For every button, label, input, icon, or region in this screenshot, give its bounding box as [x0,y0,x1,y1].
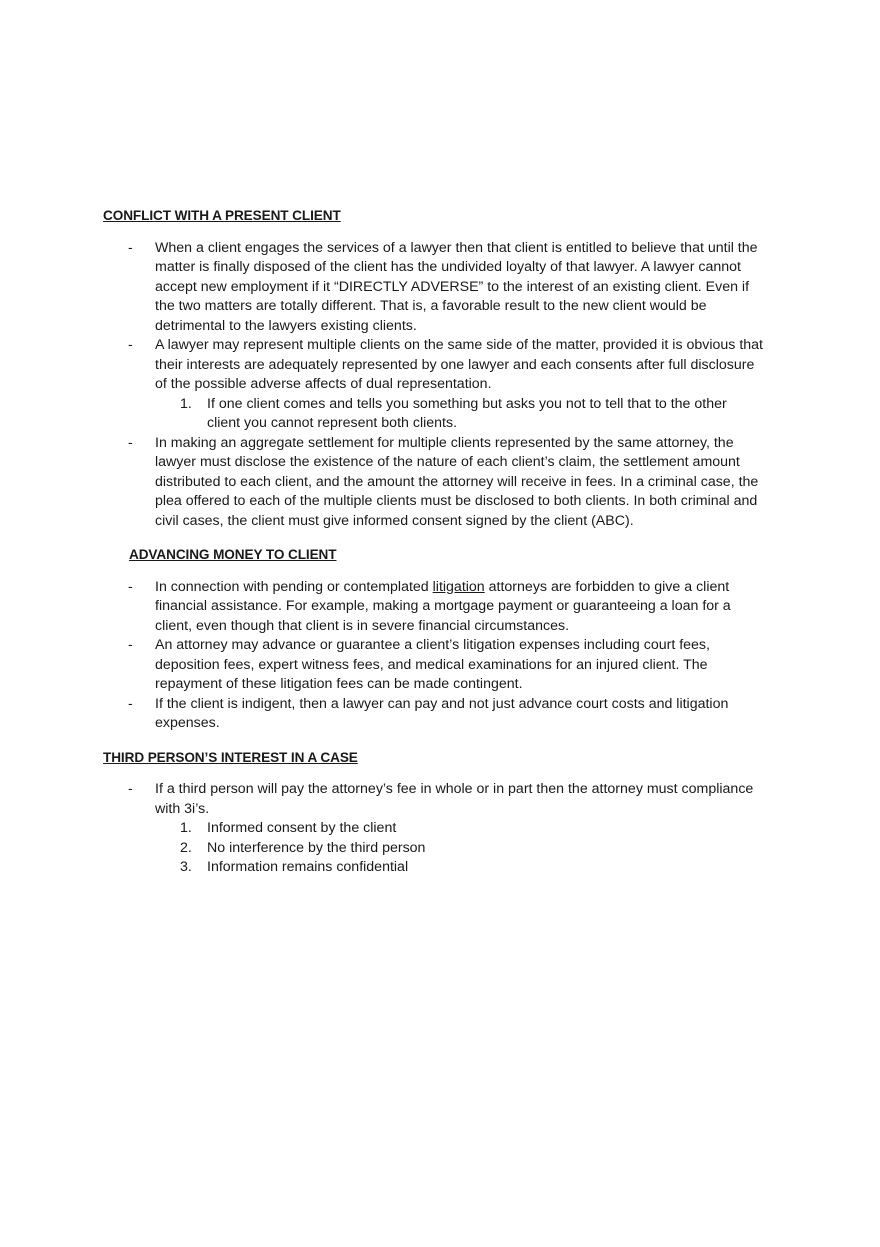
item-text: If one client comes and tells you something but asks you not to tell that to the other client you cannot represent both clients. [207,395,727,431]
section-third-person-interest [103,748,775,878]
bullet-list [103,578,775,734]
bullet-text: If the client is indigent, then a lawyer can pay and not just advance court costs and litigation expenses. [155,695,729,731]
bullet-marker: - [128,781,133,797]
section-conflict-present-client [103,206,775,531]
item-number: 2. [180,839,192,856]
bullet-item [103,578,775,637]
bullet-list [103,239,775,532]
item-text: No interference by the third person [207,839,426,856]
section-heading: THIRD PERSON’S INTEREST IN A CASE [103,749,358,765]
bullet-item [103,695,775,734]
bullet-marker: - [128,695,133,712]
numbered-list [155,395,767,434]
bullet-item [103,636,775,695]
bullet-text: A lawyer may represent multiple clients on the same side of the matter, provided it is obvious that their interests are adequately represented by one lawyer and each consents after full disclosure of the possible adverse affects of dual representation. [155,337,763,392]
numbered-item [103,839,767,859]
bullet-marker: - [128,637,133,653]
item-text: Information remains confidential [207,859,409,875]
bullet-item [103,336,775,434]
bullet-text-post: attorneys are forbidden to give a client financial assistance. For example, making a mortgage payment or guaranteeing a loan for a client, even though that client is in severe financial circumstances. [155,578,731,634]
section-heading: ADVANCING MONEY TO CLIENT [129,547,337,562]
litigation-link[interactable]: litigation [432,578,485,595]
item-number: 1. [180,820,192,836]
bullet-item [103,434,775,532]
bullet-item [103,239,775,337]
section-advancing-money [103,545,775,734]
document-body [103,206,775,891]
bullet-text-pre: In connection with pending or contemplated [155,578,433,595]
numbered-list [155,819,767,878]
item-number: 1. [180,395,192,412]
bullet-marker: - [128,578,133,595]
bullet-marker: - [128,337,133,353]
item-text: Informed consent by the client [207,820,397,836]
item-number: 3. [180,859,192,875]
bullet-text: An attorney may advance or guarantee a client’s litigation expenses including court fees, deposition fees, expert witness fees, and medical examinations for an injured client. The repayment of these litigation fees can be made contingent. [155,637,710,692]
numbered-item [103,819,767,839]
bullet-item [103,780,775,878]
bullet-marker: - [128,434,133,451]
bullet-marker: - [128,239,133,256]
bullet-text: In making an aggregate settlement for multiple clients represented by the same attorney, the lawyer must disclose the existence of the nature of each client’s claim, the settlement amount distributed to each client, and the amount the attorney will receive in fees. In a criminal case, the plea offered to each of the multiple clients must be disclosed to both clients. In both criminal and civil cases, the client must give informed consent signed by the client (ABC). [155,434,759,529]
bullet-text: When a client engages the services of a lawyer then that client is entitled to believe that until the matter is finally disposed of the client has the undivided loyalty of that lawyer. A lawyer cannot accept new employment if it “DIRECTLY ADVERSE” to the interest of an existing client. Even if the two matters are totally different. That is, a favorable result to the new client would be detrimental to the lawyers existing clients. [155,239,758,334]
numbered-item [103,858,767,878]
bullet-text: If a third person will pay the attorney’s fee in whole or in part then the attorney must compliance with 3i’s. [155,781,754,817]
section-heading: CONFLICT WITH A PRESENT CLIENT [103,208,341,223]
numbered-item [103,395,767,434]
bullet-list [103,780,775,878]
